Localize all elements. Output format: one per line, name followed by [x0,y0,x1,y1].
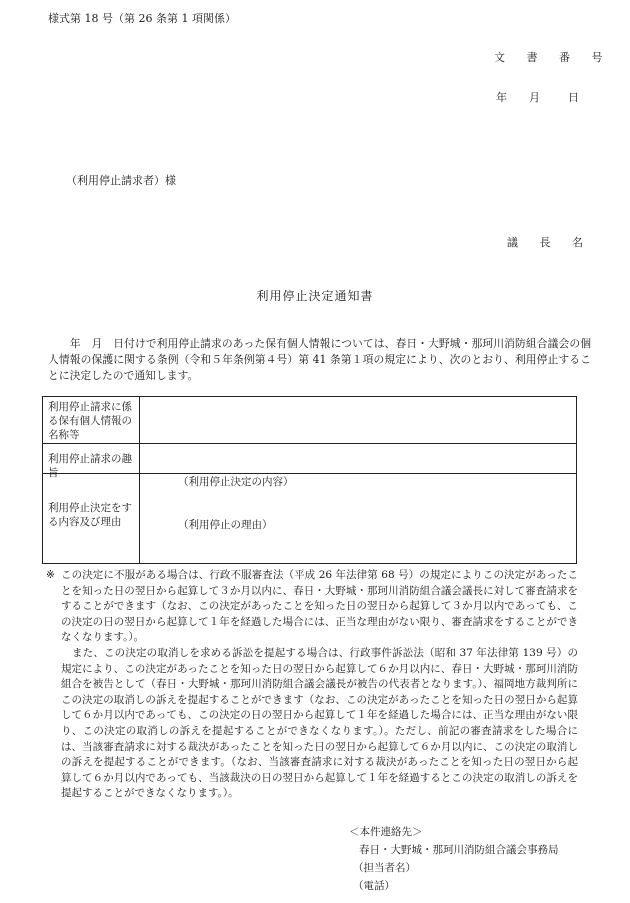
date-month: 月 [529,91,540,104]
sender-name: 議 長 名 [507,236,592,249]
decision-reason-label: （利用停止の理由） [178,519,273,531]
contact-person: （担当者名） [353,862,416,874]
document-number: 文 書 番 号 [494,51,612,64]
date-year: 年 [496,91,507,104]
row-label-information-name: 利用停止請求に係る保有個人情報の名称等 [43,397,140,443]
table-row [43,397,576,444]
recipient: （利用停止請求者）様 [66,174,176,187]
contact-block [349,823,559,895]
table-row [43,473,576,563]
row-label-decision-content: 利用停止決定をする内容及び理由 [43,473,140,563]
contact-office: 春日・大野城・那珂川消防組合議会事務局 [359,844,559,856]
page-title: 利用停止決定通知書 [256,289,374,303]
table-row [43,443,576,479]
row-value-request-purpose [140,443,576,473]
notice-body: 年 月 日付けで利用停止請求のあった保有個人情報については、春日・大野城・那珂川消防組合議会の個人情報の保護に関する条例（令和５年条例第４号）第 41 条第１項の規定により、次のとおり、利用停止することに決定したので通知します。 [48,337,591,382]
contact-phone: （電話） [353,880,395,892]
decision-table [42,396,577,564]
note-paragraph-appeal: この決定に不服がある場合は、行政不服審査法（平成 26 年法律第 68 号）の規定によりこの決定があったことを知った日の翌日から起算して３か月以内に、春日・大野城・那珂川消防組合議会議長に対して審査請求をすることができます（なお、この決定があったことを知った日の翌日から起算して３か月以内であっても、この決定の日の翌日から起算して１年を経過した場合には、正当な理由がない限り、審査請求をすることができなくなります。）。 [61,569,578,644]
date-day: 日 [568,91,579,104]
row-label-request-purpose: 利用停止請求の趣旨 [43,443,140,473]
form-number: 様式第 18 号（第 26 条第 1 項関係） [48,12,236,25]
row-value-information-name [140,397,576,443]
note-mark: ※ [46,569,55,581]
row-value-decision-content [140,473,576,563]
note-paragraph-lawsuit: また、この決定の取消しを求める訴訟を提起する場合は、行政事件訴訟法（昭和 37 年法律第 139 号）の規定により、この決定があったことを知った日の翌日から起算して６か月以内に、春日・大野城・那珂川消防組合を被告として（春日・大野城・那珂川消防組合議会議長が被告の代表者となります。）、福岡地方裁判所にこの決定の取消しの訴えを提起することができます（なお、この決定があったことを知った日の翌日から起算して６か月以内であっても、この決定の日の翌日から起算して１年を経過した場合には、正当な理由がない限り、この決定の取消しの訴えを提起することができなくなります。）。ただし、前記の審査請求をした場合には、当該審査請求に対する裁決があったことを知った日の翌日から起算して６か月以内に、この決定の取消しの訴えを提起することができます。（なお、当該審査請求に対する裁決があったことを知った日の翌日から起算して６か月以内であっても、当該裁決の日の翌日から起算して１年を経過するとこの決定の取消しの訴えを提起することができなくなります。）。 [61,646,578,800]
contact-heading: ＜本件連絡先＞ [349,826,423,838]
appeal-notes [46,568,578,802]
decision-content-label: （利用停止決定の内容） [178,476,294,488]
date-line [496,92,579,103]
